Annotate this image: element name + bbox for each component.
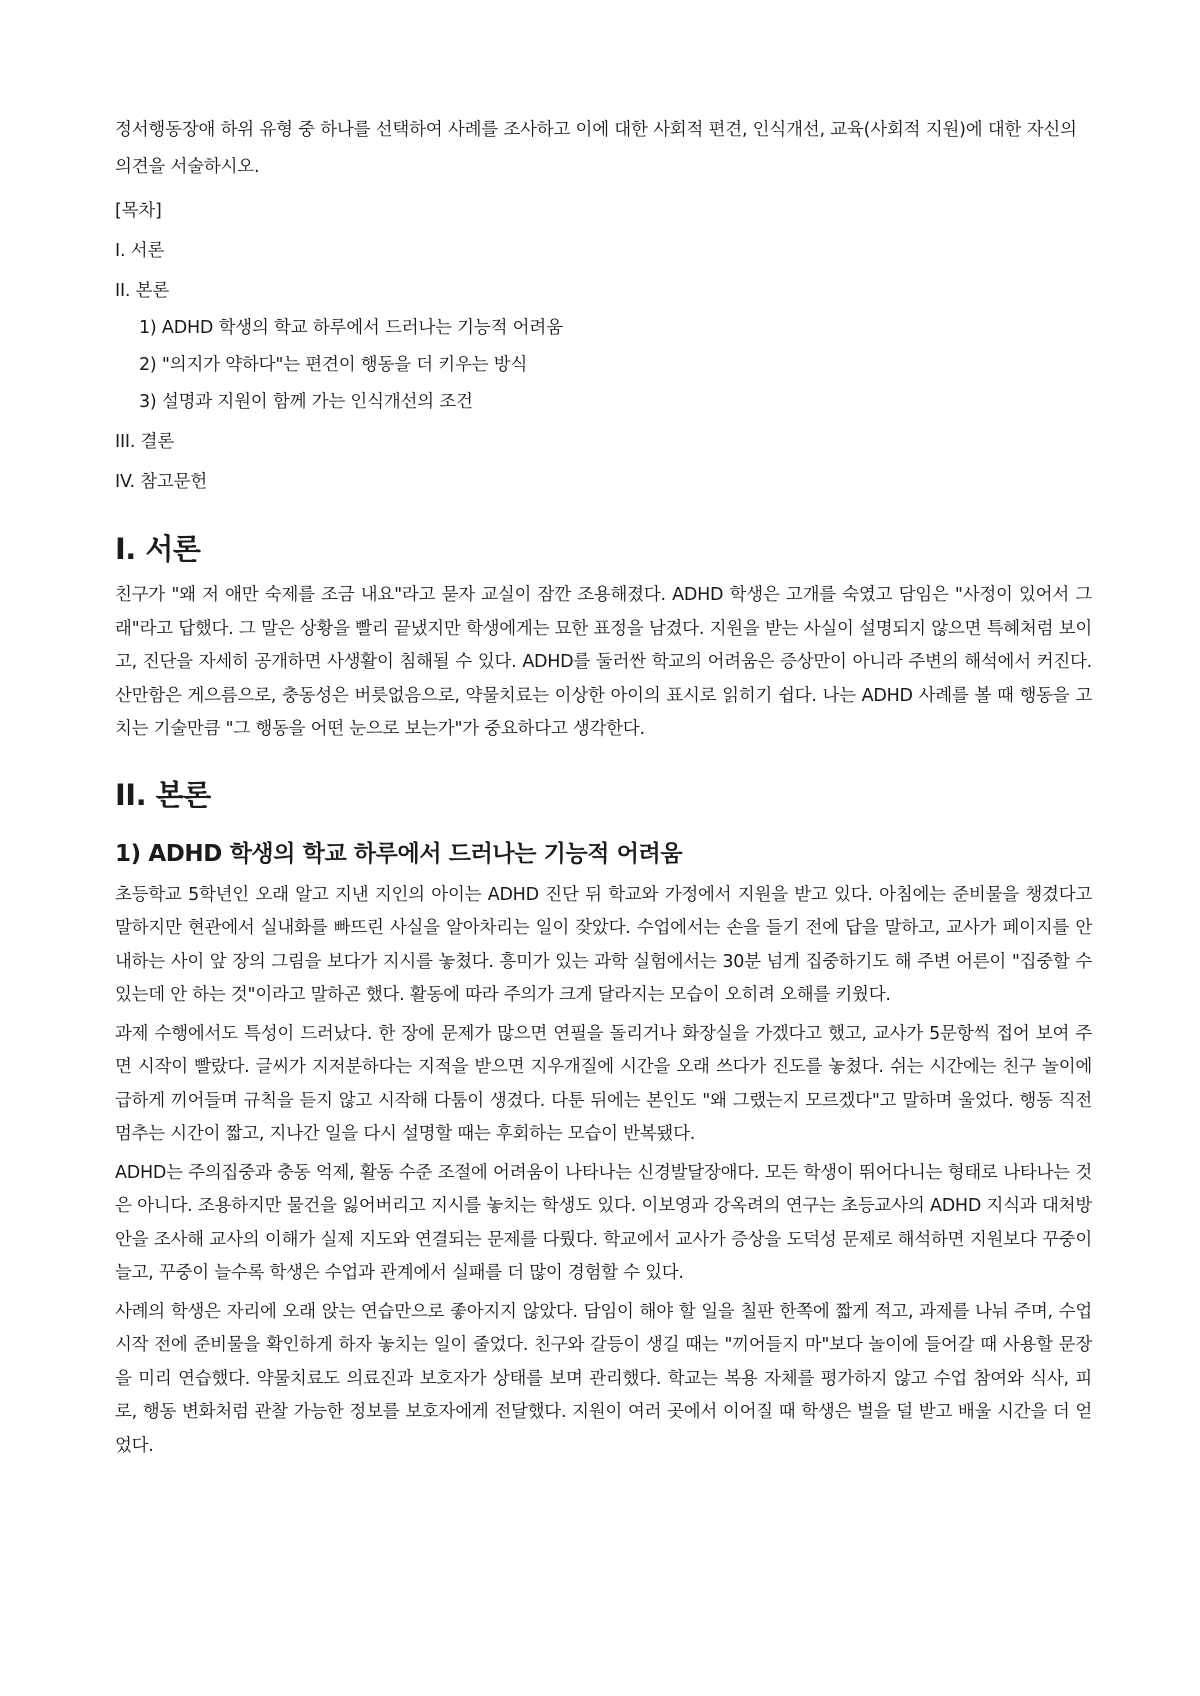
body-subheading-1: 1) ADHD 학생의 학교 하루에서 드러나는 기능적 어려움 [115, 840, 683, 867]
intro-heading: I. 서론 [115, 532, 201, 566]
toc-item-body-3: 3) 설명과 지원이 함께 가는 인식개선의 조건 [139, 392, 473, 412]
body-paragraph: 과제 수행에서도 특성이 드러났다. 한 장에 문제가 많으면 연필을 돌리거나 화장실을 가겠다고 했고, 교사가 5문항씩 접어 보여 주면 시작이 빨랐다. 글씨가 지저분하다는 지적을 받으면 지우개질에 시간을 오래 쓰다가 진도를 놓쳤다. 쉬는 시간에는 친구 놀이에 급하게 끼어들며 규칙을 듣지 않고 시작해 다툼이 생겼다. 다툰 뒤에는 본인도 "왜 그랬는지 모르겠다"고 말하며 울었다. 행동 직전 멈추는 시간이 짧고, 지나간 일을 다시 설명할 때는 후회하는 모습이 반복됐다. [115, 1023, 1092, 1144]
toc-item-references: IV. 참고문헌 [115, 472, 208, 492]
toc-item-body-1: 1) ADHD 학생의 학교 하루에서 드러나는 기능적 어려움 [139, 318, 563, 338]
toc-item-body: II. 본론 [115, 281, 170, 301]
body-paragraph: ADHD는 주의집중과 충동 억제, 활동 수준 조절에 어려움이 나타나는 신경발달장애다. 모든 학생이 뛰어다니는 형태로 나타나는 것은 아니다. 조용하지만 물건을 잃어버리고 지시를 놓치는 학생도 있다. 이보영과 강옥려의 연구는 초등교사의 ADHD 지식과 대처방안을 조사해 교사의 이해가 실제 지도와 연결되는 문제를 다뤘다. 학교에서 교사가 증상을 도덕성 문제로 해석하면 지원보다 꾸중이 늘고, 꾸중이 늘수록 학생은 수업과 관계에서 실패를 더 많이 경험할 수 있다. [115, 1162, 1092, 1283]
toc-item-intro: I. 서론 [115, 241, 165, 261]
table-of-contents [115, 193, 1092, 501]
intro-paragraph: 친구가 "왜 저 애만 숙제를 조금 내요"라고 묻자 교실이 잠깐 조용해졌다. ADHD 학생은 고개를 숙였고 담임은 "사정이 있어서 그래"라고 답했다. 그 말은 상황을 빨리 끝냈지만 학생에게는 묘한 표정을 남겼다. 지원을 받는 사실이 설명되지 않으면 특혜처럼 보이고, 진단을 자세히 공개하면 사생활이 침해될 수 있다. ADHD를 둘러싼 학교의 어려움은 증상만이 아니라 주변의 해석에서 커진다. 산만함은 게으름으로, 충동성은 버릇없음으로, 약물치료는 이상한 아이의 표시로 읽히기 쉽다. 나는 ADHD 사례를 볼 때 행동을 고치는 기술만큼 "그 행동을 어떤 눈으로 보는가"가 중요하다고 생각한다. [115, 585, 1092, 739]
toc-item-body-2: 2) "의지가 약하다"는 편견이 행동을 더 키우는 방식 [139, 355, 528, 375]
body-heading: II. 본론 [115, 777, 211, 812]
body-paragraph: 사례의 학생은 자리에 오래 앉는 연습만으로 좋아지지 않았다. 담임이 해야 할 일을 칠판 한쪽에 짧게 적고, 과제를 나눠 주며, 수업 시작 전에 준비물을 확인하게 하자 놓치는 일이 줄었다. 친구와 갈등이 생길 때는 "끼어들지 마"보다 놀이에 들어갈 때 사용할 문장을 미리 연습했다. 약물치료도 의료진과 보호자가 상태를 보며 관리했다. 학교는 복용 자체를 평가하지 않고 수업 참여와 식사, 피로, 행동 변화처럼 관찰 가능한 정보를 보호자에게 전달했다. 지원이 여러 곳에서 이어질 때 학생은 벌을 덜 받고 배울 시간을 더 얻었다. [115, 1301, 1092, 1456]
toc-heading: [목차] [115, 201, 162, 221]
toc-item-conclusion: III. 결론 [115, 432, 175, 452]
assignment-prompt: 정서행동장애 하위 유형 중 하나를 선택하여 사례를 조사하고 이에 대한 사회적 편견, 인식개선, 교육(사회적 지원)에 대한 자신의 의견을 서술하시오. [115, 120, 1077, 177]
body-paragraph: 초등학교 5학년인 오래 알고 지낸 지인의 아이는 ADHD 진단 뒤 학교와 가정에서 지원을 받고 있다. 아침에는 준비물을 챙겼다고 말하지만 현관에서 실내화를 빠뜨린 사실을 알아차리는 일이 잦았다. 수업에서는 손을 들기 전에 답을 말하고, 교사가 페이지를 안내하는 사이 앞 장의 그림을 보다가 지시를 놓쳤다. 흥미가 있는 과학 실험에서는 30분 넘게 집중하기도 해 주변 어른이 "집중할 수 있는데 안 하는 것"이라고 말하곤 했다. 활동에 따라 주의가 크게 달라지는 모습이 오히려 오해를 키웠다. [115, 884, 1092, 1005]
